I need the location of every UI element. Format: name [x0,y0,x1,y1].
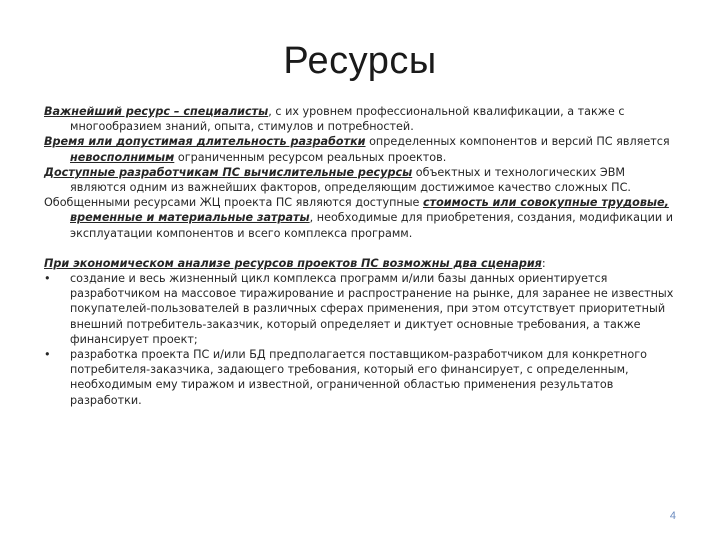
generalized-resources-start: Обобщенными ресурсами ЖЦ проекта ПС являются доступные [44,196,423,210]
paragraph-key-resource [44,104,674,134]
slide-title: Ресурсы [283,40,437,82]
bullet-item-custom-client [44,347,674,408]
bullet-icon: • [44,272,51,286]
scenarios-intro-colon: : [541,256,546,270]
page-number: 4 [669,510,676,522]
time-resource-rest: ограниченным ресурсом реальных проектов. [174,150,447,164]
time-resource-lead: Время или допустимая длительность разработки [44,135,366,149]
paragraph-generalized-resources [44,195,674,241]
bullet-text: разработка проекта ПС и/или БД предполагается поставщиком-разработчиком для конкретного потребителя-заказчика, задающего требования, который его финансирует, с определенным, необходимым ему тиражом и известной, ограниченной областью применения результатов разработки. [70,348,647,407]
paragraph-time-resource [44,134,674,164]
time-resource-emph: невосполнимым [70,150,175,164]
paragraph-compute-resource [44,165,674,195]
generalized-resources-emph: стоимость или совокупные трудовые, временные и материальные затраты [70,196,669,225]
scenarios-intro-lead: При экономическом анализе ресурсов проектов ПС возможны два сценария [44,256,542,270]
bullet-item-mass-market [44,271,674,347]
compute-resource-lead: Доступные разработчикам ПС вычислительные ресурсы [44,165,413,179]
key-resource-lead: Важнейший ресурс – специалисты [44,105,269,118]
bullet-text: создание и весь жизненный цикл комплекса программ и/или базы данных ориентируется разработчиком на массовое тиражирование и распространение на рынке, для заранее не известных покупателей-пользователей в различных сферах применения, при этом отсутствует приоритетный внешний потребитель-заказчик, который определяет и диктует основные требования, а также финансирует проект; [70,272,674,346]
bullet-icon: • [44,348,51,362]
key-resource-text: , с их уровнем профессиональной квалификации, а также с многообразием знаний, опыта, стимулов и потребностей. [70,105,625,134]
paragraph-scenarios-intro [44,256,674,271]
generalized-resources-rest: , необходимые для приобретения, создания, модификации и эксплуатации компонентов и всего комплекса программ. [70,211,673,240]
time-resource-mid: определенных компонентов и версий ПС является [365,135,670,149]
compute-resource-text: объектных и технологических ЭВМ являются одним из важнейших факторов, определяющим достижимое качество сложных ПС. [70,165,631,195]
spacer [44,241,674,256]
slide-body [44,104,674,408]
